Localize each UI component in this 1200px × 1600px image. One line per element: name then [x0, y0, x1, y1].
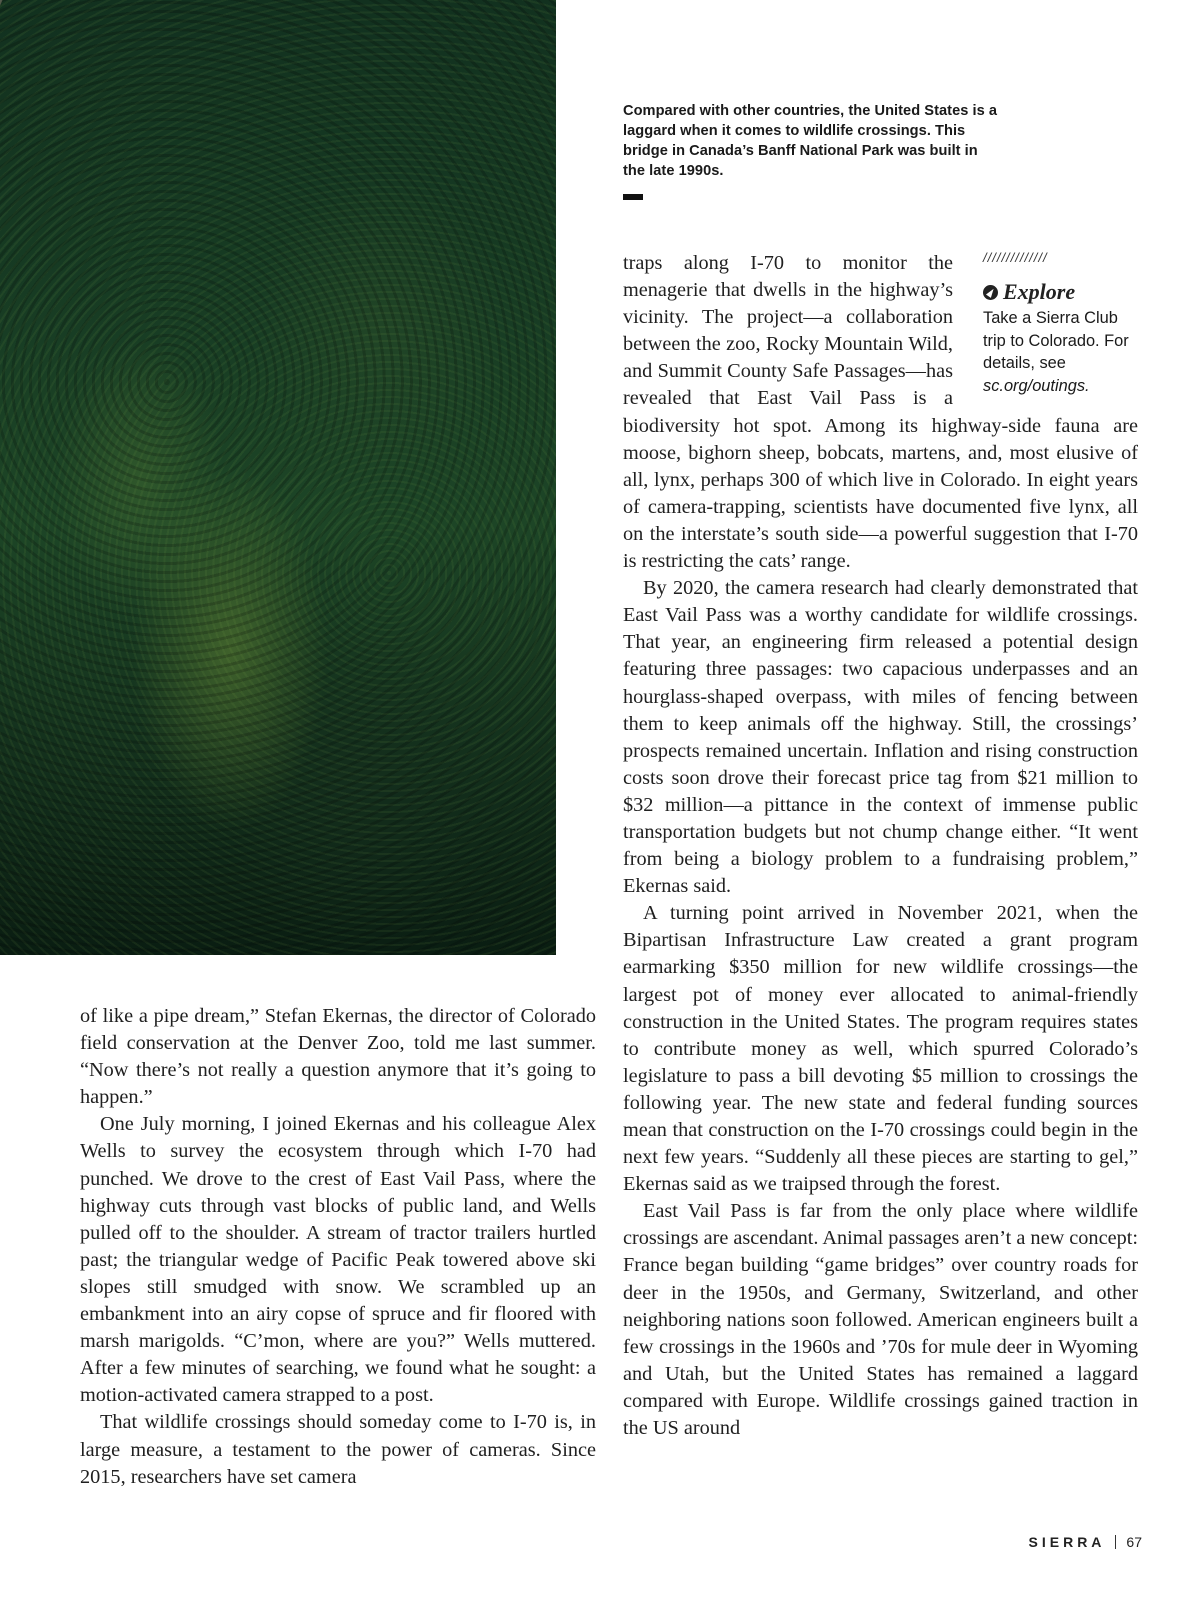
compass-icon [983, 285, 998, 300]
folio-separator [1115, 1535, 1116, 1549]
photo-caption: Compared with other countries, the United States is a laggard when it comes to wildlife crossings. This bridge in Canada’s Banff National Park was built in the late 1990s. [623, 103, 998, 179]
page-folio [1029, 1534, 1142, 1550]
explore-heading [983, 280, 1143, 304]
forest-texture [0, 0, 556, 955]
sidebar-body [983, 307, 1143, 397]
magazine-name: SIERRA [1028, 1534, 1106, 1550]
sidebar-link[interactable]: sc.org/outings. [983, 376, 1090, 395]
left-column [80, 1003, 596, 1491]
body-paragraph: A turning point arrived in November 2021, when the Bipartisan Infrastructure Law created a grant program earmarking $350 million for new wildlife crossings—the largest pot of money ever allocated to animal-friendly construction in the United States. The program requires states to contribute money as well, which spurred Colorado’s legislature to pass a bill devoting $5 million to crossings the following year. The new state and federal funding sources mean that construction on the I-70 crossings could begin in the next few years. “Suddenly all these pieces are starting to gel,” Ekernas said as we traipsed through the forest. [623, 902, 1138, 1196]
page-number: 67 [1126, 1534, 1142, 1550]
body-paragraph: One July morning, I joined Ekernas and his colleague Alex Wells to survey the ecosystem through which I-70 had punched. We drove to the crest of East Vail Pass, where the highway cuts through vast blocks of public land, and Wells pulled off to the shoulder. A stream of tractor trailers hurtled past; the triangular wedge of Pacific Peak towered above ski slopes still smudged with snow. We scrambled up an embankment into an airy copse of spruce and fir floored with marsh marigolds. “C’mon, where are you?” Wells muttered. After a few minutes of searching, we found what he sought: a motion-activated camera strapped to a post. [80, 1113, 596, 1407]
body-paragraph: of like a pipe dream,” Stefan Ekernas, the director of Colorado field conservation at the Denver Zoo, told me last summer. “Now there’s not really a question anymore that it’s going to happen.” [80, 1005, 596, 1109]
right-column [623, 250, 1138, 1442]
body-paragraph: By 2020, the camera research had clearly demonstrated that East Vail Pass was a worthy candidate for wildlife crossings. That year, an engineering firm released a potential design featuring three passages: two capacious underpasses and an hourglass-shaped overpass, with miles of fencing between them to keep animals off the highway. Still, the crossings’ prospects remained uncertain. Inflation and rising construction costs soon drove their forecast price tag from $21 million to $32 million—a pittance in the context of immense public transportation budgets but not chump change either. “It went from being a biology problem to a fundraising problem,” Ekernas said. [623, 577, 1138, 898]
sidebar-text: Take a Sierra Club trip to Colorado. For details, see [983, 309, 1129, 372]
forest-photo [0, 0, 556, 955]
body-paragraph: traps along I-70 to monitor the menagerie that dwells in the highway’s vicinity. The project—a collaboration between the zoo, Rocky Mountain Wild, and Summit County Safe Passages—has revealed that East Vail Pass is a biodiversity hot spot. Among its highway-side fauna are moose, bighorn sheep, bobcats, martens, and, most elusive of all, lynx, perhaps 300 of which live in Colorado. In eight years of camera-trapping, scientists have documented five lynx, all on the interstate’s south side—a powerful suggestion that I-70 is restricting the cats’ range. [623, 252, 1138, 573]
body-paragraph: That wildlife crossings should someday come to I-70 is, in large measure, a testament to the power of cameras. Since 2015, researchers have set camera [80, 1411, 596, 1488]
caption-rule [623, 194, 643, 200]
body-paragraph: East Vail Pass is far from the only place where wildlife crossings are ascendant. Animal passages aren’t a new concept: France began building “game bridges” over country roads for deer in the 1950s, and Germany, Switzerland, and other neighboring nations soon followed. American engineers built a few crossings in the 1960s and ’70s for mule deer in Wyoming and Utah, but the United States has remained a laggard compared with Europe. Wildlife crossings gained traction in the US around [623, 1200, 1138, 1440]
explore-sidebar [983, 250, 1143, 397]
sidebar-slashes: ////////////// [983, 250, 1048, 265]
explore-title: Explore [1003, 279, 1076, 304]
